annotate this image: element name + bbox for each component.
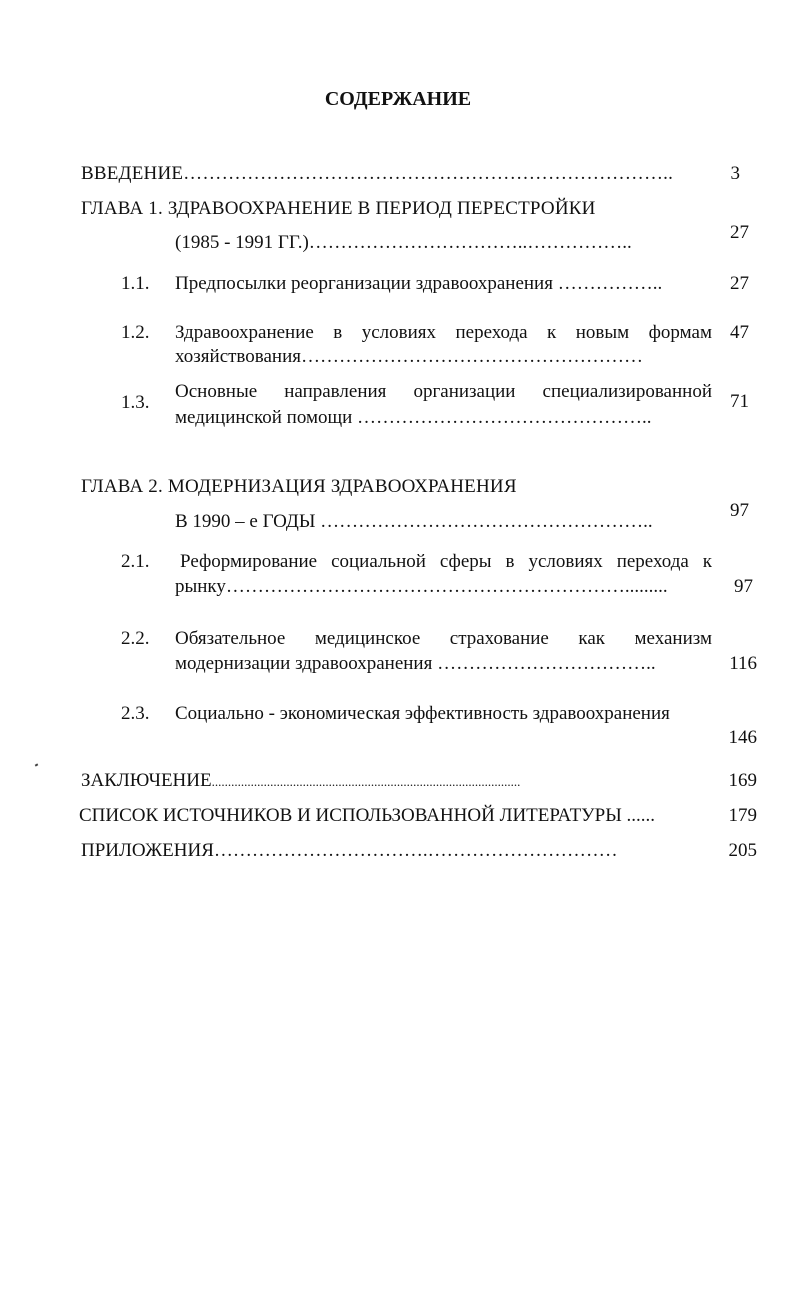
section-number: 2.2. bbox=[121, 628, 150, 649]
toc-page-number: 146 bbox=[728, 727, 757, 748]
section-1-3-title-cont[interactable]: медицинской помощи ……………………………………….. bbox=[175, 407, 652, 428]
scan-speck bbox=[35, 763, 39, 766]
section-1-2-title[interactable]: Здравоохранение в условиях перехода к новым формам bbox=[175, 322, 712, 343]
toc-leader-dots: …………………………….………………………… bbox=[213, 840, 618, 861]
section-2-1-title[interactable]: Реформирование социальной сферы в условиях перехода к bbox=[180, 551, 712, 572]
section-2-2-title-cont[interactable]: модернизации здравоохранения …………………………….. bbox=[175, 653, 656, 674]
toc-entry-sources[interactable]: СПИСОК ИСТОЧНИКОВ И ИСПОЛЬЗОВАННОЙ ЛИТЕРАТУРЫ ...... bbox=[79, 805, 656, 826]
toc-entry-appendix[interactable] bbox=[81, 840, 703, 862]
section-2-3-title[interactable]: Социально - экономическая эффективность здравоохранения bbox=[175, 703, 670, 724]
toc-page-number: 27 bbox=[730, 273, 749, 294]
toc-page-number: 205 bbox=[728, 840, 757, 861]
toc-leader-dots: ………………………………………………………………….. bbox=[183, 163, 674, 184]
toc-entry-introduction[interactable] bbox=[81, 163, 711, 185]
toc-label: ВВЕДЕНИЕ bbox=[81, 163, 184, 184]
toc-page-number: 71 bbox=[730, 391, 749, 412]
toc-page-number: 97 bbox=[734, 576, 753, 597]
section-1-3-title[interactable]: Основные направления организации специализированной bbox=[175, 381, 712, 402]
toc-label: ПРИЛОЖЕНИЯ bbox=[81, 840, 214, 861]
section-2-2-title[interactable]: Обязательное медицинское страхование как механизм bbox=[175, 628, 712, 649]
toc-page-number: 47 bbox=[730, 322, 749, 343]
section-2-1-title-cont[interactable]: рынку………………………………………………………......... bbox=[175, 576, 668, 597]
chapter-1-title[interactable]: ГЛАВА 1. ЗДРАВООХРАНЕНИЕ В ПЕРИОД ПЕРЕСТРОЙКИ bbox=[81, 198, 596, 219]
chapter-2-subtitle[interactable]: В 1990 – е ГОДЫ …………………………………………….. bbox=[175, 511, 653, 532]
section-number: 1.3. bbox=[121, 392, 150, 413]
toc-leader-dots: ............................................................................................... bbox=[211, 774, 521, 789]
section-number: 2.3. bbox=[121, 703, 150, 724]
section-1-2-title-cont[interactable]: хозяйствования……………………………………………… bbox=[175, 346, 643, 367]
page-title: СОДЕРЖАНИЕ bbox=[324, 88, 472, 110]
section-number: 1.2. bbox=[121, 322, 150, 343]
toc-page-number: 179 bbox=[728, 805, 757, 826]
chapter-2-title[interactable]: ГЛАВА 2. МОДЕРНИЗАЦИЯ ЗДРАВООХРАНЕНИЯ bbox=[81, 476, 517, 497]
toc-page-number: 27 bbox=[730, 222, 749, 243]
toc-page-number: 97 bbox=[730, 500, 749, 521]
toc-label: ЗАКЛЮЧЕНИЕ bbox=[81, 770, 212, 791]
section-number: 2.1. bbox=[121, 551, 150, 572]
chapter-1-subtitle[interactable]: (1985 - 1991 ГГ.)……………………………..…………….. bbox=[175, 232, 632, 253]
toc-page-number: 116 bbox=[729, 653, 757, 674]
toc-page-number: 3 bbox=[730, 163, 740, 184]
section-number: 1.1. bbox=[121, 273, 150, 294]
toc-entry-conclusion[interactable] bbox=[81, 770, 711, 793]
section-1-1-title[interactable]: Предпосылки реорганизации здравоохранения …………….. bbox=[175, 273, 663, 294]
toc-page-number: 169 bbox=[728, 770, 757, 791]
